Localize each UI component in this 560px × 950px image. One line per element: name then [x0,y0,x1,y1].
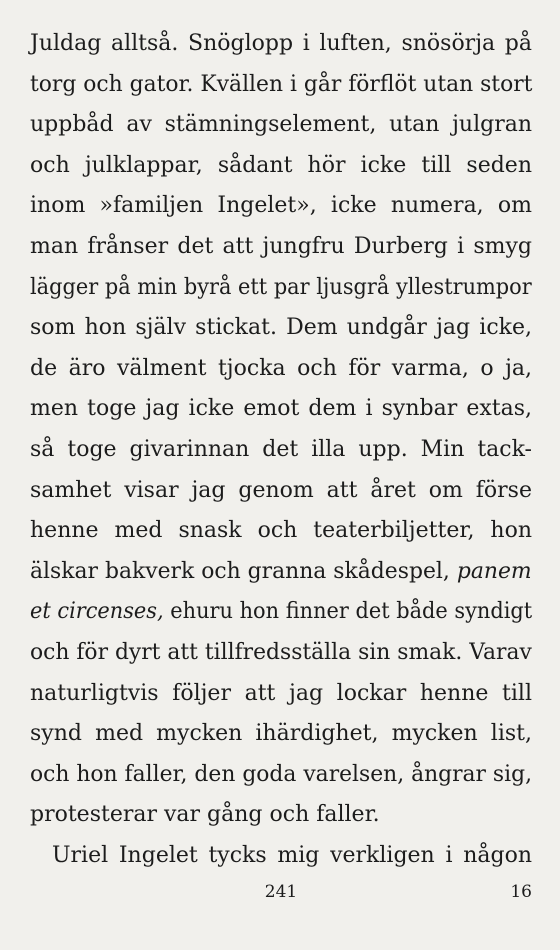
text-line [30,592,533,633]
signature-mark: 16 [510,882,532,902]
text-line: de äro välment tjocka och för varma, o ja, [30,355,532,381]
text-line: men toge jag icke emot dem i synbar extas, [30,396,532,422]
paragraph-end-line: protesterar var gång och faller. [30,802,380,828]
page-number: 241 [264,882,298,902]
text-segment: älskar bakverk och granna skådespel, [30,558,450,584]
text-line: som hon själv stickat. Dem undgår jag icke, [30,315,532,341]
text-line: henne med snask och teaterbiljetter, hon [30,518,532,544]
text-line: synd med mycken ihärdighet, mycken list, [30,721,532,747]
text-line: Juldag alltså. Snöglopp i luften, snösörja på [30,31,532,56]
text-line: inom »familjen Ingelet», icke numera, om [30,193,532,219]
text-line: uppbåd av stämningselement, utan julgran [30,112,532,138]
text-line: samhet visar jag genom att året om förse [30,477,532,503]
text-line: naturligtvis följer att jag lockar henne till [30,680,532,706]
text-line: så toge givarinnan det illa upp. Min tack- [30,436,532,462]
text-segment: ehuru hon finner det både syndigt [170,599,533,625]
body-text [30,24,532,876]
text-line: och för dyrt att tillfredsställa sin smak. Varav [30,639,532,665]
text-line: Uriel Ingelet tycks mig verkligen i någon [52,842,532,868]
page-footer [30,882,532,912]
text-line: och hon faller, den goda varelsen, ångrar sig, [30,761,533,787]
italic-phrase: et circenses, [30,599,164,625]
text-line [30,552,532,593]
italic-phrase: panem [456,558,532,584]
text-line: torg och gator. Kvällen i går förflöt utan stort [30,71,533,97]
text-line: lägger på min byrå ett par ljusgrå yllestrumpor [30,274,532,300]
text-line: och julklappar, sådant hör icke till seden [30,152,532,178]
text-line: man frånser det att jungfru Durberg i smyg [30,233,532,259]
